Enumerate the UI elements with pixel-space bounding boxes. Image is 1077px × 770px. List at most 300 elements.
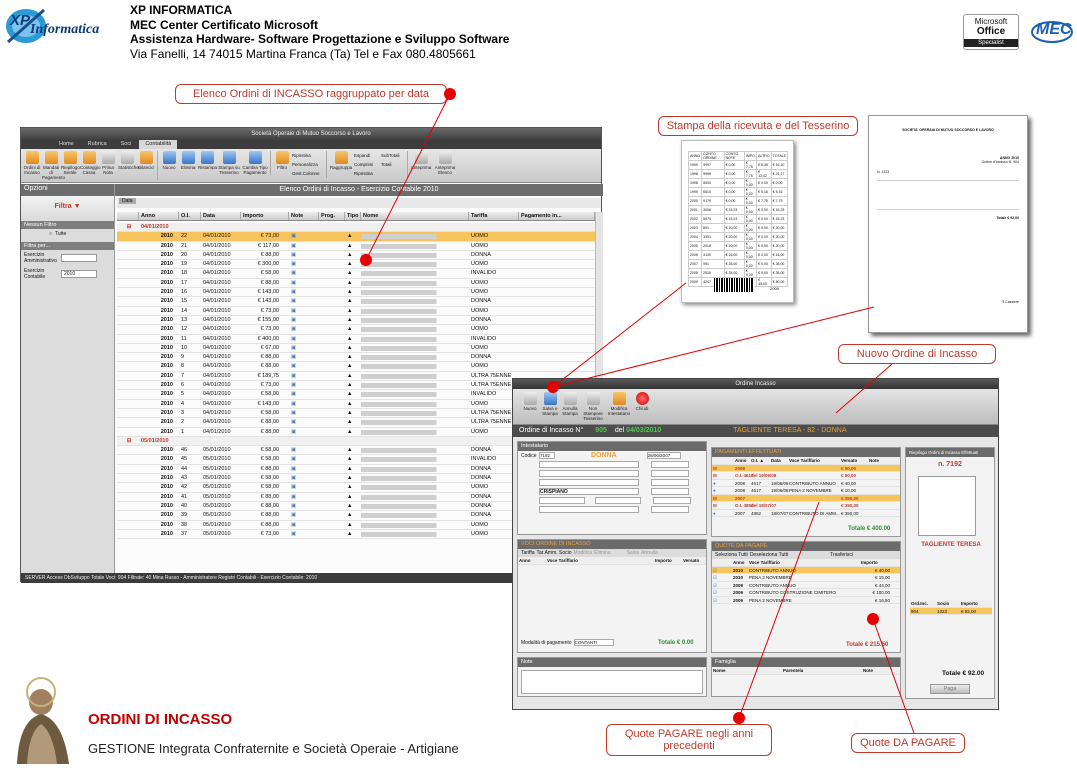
tipo-icon: ▲ [347, 391, 353, 398]
salva-stampa-button[interactable] [541, 392, 559, 421]
table-row[interactable] [117, 353, 595, 362]
pag-row[interactable] [712, 480, 900, 488]
cell-nome-blurred [361, 495, 469, 500]
ribbon-group-azioni [160, 151, 271, 175]
note-icon[interactable]: ▣ [291, 279, 297, 286]
note-icon[interactable]: ▣ [291, 456, 297, 463]
note-icon[interactable]: ▣ [291, 316, 297, 323]
col-tariffa[interactable]: Tariffa [469, 212, 519, 220]
note-icon[interactable]: ▣ [291, 502, 297, 509]
group-row[interactable] [117, 223, 595, 232]
table-row[interactable] [117, 232, 595, 241]
cell-importo: € 143,00 [257, 289, 279, 296]
pag-cell: 2008 [735, 480, 746, 486]
filtra-header[interactable] [21, 196, 114, 218]
table-row[interactable] [117, 260, 595, 269]
pag-row[interactable] [712, 495, 900, 503]
expand-icon[interactable]: ⊟ [126, 437, 132, 444]
cell-oi: 15 [181, 298, 188, 305]
cell-oi: 20 [181, 251, 188, 258]
quote-row[interactable] [712, 567, 900, 575]
preview-list-icon [439, 151, 452, 164]
ricevuta-row [689, 251, 788, 260]
note-icon[interactable]: ▣ [291, 326, 297, 333]
tel-field[interactable] [539, 497, 585, 504]
col-pagamento[interactable]: Pagamento in... [519, 212, 595, 220]
pag-cell: € 350,00 [841, 510, 859, 516]
pag-row[interactable] [712, 472, 900, 480]
tipo-icon: ▲ [347, 242, 353, 249]
quote-row[interactable] [712, 589, 900, 597]
cell-data: 04/01/2010 [203, 242, 231, 249]
trasferisci-button[interactable]: Trasferisci [830, 552, 854, 558]
tipo-icon: ▲ [347, 279, 353, 286]
quote-row[interactable] [712, 574, 900, 582]
cell-importo: € 189,75 [257, 372, 279, 379]
note-textarea[interactable] [521, 670, 703, 694]
cell-nome-blurred [361, 430, 469, 435]
group-by-area[interactable] [117, 198, 601, 208]
ricevuta-cell: € 0,00 [757, 206, 772, 215]
note-icon[interactable]: ▣ [291, 512, 297, 519]
stato-field[interactable] [539, 506, 639, 513]
ricevuta-cell: € 0,00 [757, 242, 772, 251]
radio-icon: ○ [49, 231, 53, 237]
cell-nome-blurred [361, 392, 469, 397]
col-tipo[interactable]: Tipo [345, 212, 361, 220]
row-indicator [117, 465, 139, 473]
cell-data: 04/01/2010 [203, 251, 231, 258]
row-indicator [117, 242, 139, 250]
ricevuta-cell: € 0,00 [757, 251, 772, 260]
note-icon[interactable]: ▣ [291, 270, 297, 277]
pag-cell: 4617 [751, 488, 762, 493]
riepilogo-button[interactable] [61, 151, 79, 180]
table-row[interactable] [117, 325, 595, 334]
tesserino-firma: Il Cassiere [1002, 300, 1019, 304]
modifica-intestatario-button[interactable] [607, 392, 631, 421]
payment-status-icon[interactable]: ● [713, 480, 716, 486]
indirizzo-field[interactable] [539, 479, 639, 486]
note-icon[interactable]: ▣ [291, 409, 297, 416]
pag-cell: CONTRIBUTO DI AMM... [789, 510, 840, 516]
row-indicator [117, 325, 139, 333]
cell-tariffa: INVALIDO [471, 335, 497, 342]
dlg-nuovo-button[interactable] [521, 392, 539, 421]
riep-importo: € 92,00 [961, 608, 977, 614]
modalita-select[interactable]: CONTANTI [574, 639, 614, 646]
tutte-radio[interactable] [21, 229, 114, 239]
voci-annulla-button[interactable]: Annulla [641, 550, 658, 556]
table-row[interactable] [117, 288, 595, 297]
ribbon-group-filtra [273, 151, 327, 178]
tab-home[interactable]: Home [59, 141, 74, 147]
table-row[interactable] [117, 251, 595, 260]
pag-cell: 2008 [735, 465, 746, 471]
cell-data: 04/01/2010 [203, 326, 231, 333]
tipo-icon: ▲ [347, 307, 353, 314]
riepilogo-header: Riepilogo Ordini di Incasso Effettuati [906, 448, 994, 457]
nome-field[interactable] [539, 461, 639, 468]
ricevuta-cell: € 5,16 [757, 188, 772, 197]
statistiche-button[interactable] [118, 151, 139, 180]
filtro-button[interactable] [273, 151, 291, 178]
cell-nome-blurred [361, 355, 469, 360]
row-indicator [117, 381, 139, 389]
indirizzo-aux-field[interactable] [651, 479, 689, 486]
note-icon[interactable]: ▣ [291, 251, 297, 258]
pag-col-anno: Anno [735, 458, 747, 463]
row-indicator [117, 288, 139, 296]
cell-tariffa: DONNA [471, 512, 491, 519]
table-row[interactable] [117, 316, 595, 325]
ricevuta-cell: € 7,75 [757, 197, 772, 206]
stato-aux-field[interactable] [651, 506, 689, 513]
cell-anno: 2010 [160, 447, 173, 454]
cell-anno: 2010 [160, 335, 173, 342]
ripristina-group-button[interactable]: Ripristina [354, 171, 373, 176]
pag-cell: PENA 2 NOVEMBRE [789, 488, 832, 493]
tipo-icon: ▲ [347, 289, 353, 296]
note-icon[interactable]: ▣ [291, 261, 297, 268]
cell-importo: € 88,00 [260, 493, 279, 500]
table-row[interactable] [117, 297, 595, 306]
tab-contabilita[interactable]: Contabilità [139, 140, 177, 149]
table-row[interactable] [117, 362, 595, 371]
cell-nome-blurred [361, 532, 469, 537]
quote-row[interactable] [712, 597, 900, 605]
note-icon[interactable]: ▣ [291, 335, 297, 342]
nuovo-button[interactable] [160, 151, 178, 175]
note-icon[interactable]: ▣ [291, 493, 297, 500]
cell-tariffa: DONNA [471, 502, 491, 509]
note-icon[interactable]: ▣ [291, 391, 297, 398]
nato-field[interactable] [539, 470, 639, 477]
ordini-incasso-button[interactable] [23, 151, 41, 180]
pag-columns [712, 457, 900, 465]
payment-status-icon[interactable]: ● [713, 488, 716, 493]
callout-quote-da-pagare-dot [867, 613, 879, 625]
checkbox-icon[interactable]: ☑ [713, 567, 718, 573]
checkbox-icon[interactable]: ☑ [713, 582, 718, 588]
cell-tariffa: DONNA [471, 298, 491, 305]
row-indicator [117, 455, 139, 463]
tipo-icon: ▲ [347, 502, 353, 509]
riep-row[interactable] [910, 608, 992, 616]
expand-icon[interactable]: ⊟ [713, 465, 717, 471]
callout-elenco: Elenco Ordini di INCASSO raggruppato per data [175, 84, 447, 104]
citta-aux-field[interactable] [651, 488, 689, 495]
col-data[interactable]: Data [201, 212, 241, 220]
raggruppa-button[interactable] [329, 151, 353, 178]
cell-importo: € 88,00 [260, 363, 279, 370]
ricevuta-cell: € 35,00 [724, 260, 744, 269]
cell-prog [319, 400, 345, 408]
cell-nome-blurred [361, 234, 469, 239]
callout-quote-anni: Quote PAGARE negli anni precedenti [606, 724, 772, 756]
note-icon[interactable]: ▣ [291, 372, 297, 379]
annulla-stampa-button[interactable] [561, 392, 579, 421]
tipo-icon: ▲ [347, 447, 353, 454]
fam-col-note: Note [863, 668, 873, 673]
cell-anno: 2010 [160, 475, 173, 482]
cell-anno: 2010 [160, 242, 173, 249]
company-name: XP INFORMATICA [130, 3, 233, 17]
espandi-button[interactable]: Espandi [354, 153, 371, 158]
cell-oi: 42 [181, 484, 188, 491]
esercizio-cont-select[interactable]: 2010 [61, 270, 97, 278]
pag-cell [770, 472, 788, 479]
callout-nuovo: Nuovo Ordine di Incasso [838, 344, 996, 364]
checkbox-icon[interactable]: ☑ [713, 597, 718, 603]
pag-cell: € 350,00 [841, 495, 859, 501]
note-icon[interactable]: ▣ [291, 242, 297, 249]
conteggio-button[interactable] [80, 151, 101, 180]
pag-cell [868, 465, 888, 472]
nome-aux-field[interactable] [651, 461, 689, 468]
note-icon[interactable]: ▣ [291, 382, 297, 389]
pag-cell [770, 502, 788, 509]
nato-aux-field[interactable] [651, 470, 689, 477]
esercizio-amm-select[interactable] [61, 254, 97, 262]
note-icon[interactable]: ▣ [291, 289, 297, 296]
cell-oi: 13 [181, 316, 188, 323]
riepilogo-icon [64, 151, 77, 164]
cell-data: 04/01/2010 [203, 372, 231, 379]
cell-nome-blurred [361, 374, 469, 379]
personalizza-button[interactable]: Personalizza [292, 162, 318, 167]
col-prog[interactable]: Prog. [319, 212, 345, 220]
ricevuta-cell: 1999 [689, 161, 702, 170]
cell-importo: € 155,00 [257, 316, 279, 323]
ristampa-label: Ristampa [198, 165, 218, 170]
col-anno[interactable]: Anno [139, 212, 179, 220]
modalita-row [518, 638, 617, 647]
cell-oi: 5 [181, 391, 185, 398]
pag-row[interactable] [712, 510, 900, 518]
data-iscrizione-field[interactable]: 28/06/2007 [647, 452, 681, 459]
cambia-tipo-button[interactable] [242, 151, 268, 175]
ricevuta-row [689, 206, 788, 215]
ricevuta-cell: 1998 [689, 170, 702, 179]
tipo-icon: ▲ [347, 484, 353, 491]
ristampa-button[interactable] [198, 151, 216, 175]
note-icon[interactable]: ▣ [291, 307, 297, 314]
note-icon[interactable]: ▣ [291, 233, 297, 240]
ricevuta-table [688, 151, 788, 287]
pag-row[interactable] [712, 465, 900, 473]
cell-importo: € 73,00 [260, 326, 279, 333]
stato-row [518, 505, 706, 514]
col-note[interactable]: Note [289, 212, 319, 220]
cell-nome-blurred [361, 364, 469, 369]
bilancio-button[interactable] [137, 151, 155, 180]
note-icon[interactable]: ▣ [291, 400, 297, 407]
callout-quote-da-pagare: Quote DA PAGARE [851, 733, 965, 753]
famiglia-panel [711, 657, 901, 697]
codice-field[interactable]: 7192 [539, 452, 555, 459]
voci-totale: Totale € 0.00 [658, 640, 694, 646]
note-icon[interactable]: ▣ [291, 298, 297, 305]
cell-prog [319, 251, 345, 259]
pag-cell: € 350,00 [841, 503, 859, 508]
voci-taramm-button[interactable]: Tar.Amm. Socio [536, 550, 572, 556]
tipo-socio: DONNA [591, 452, 617, 459]
cell-nome-blurred [361, 467, 469, 472]
cell-data: 04/01/2010 [203, 363, 231, 370]
deseleziona-tutti-button[interactable]: Deseleziona Tutti [749, 552, 789, 558]
note-icon[interactable]: ▣ [291, 465, 297, 472]
ricevuta-cell: € 8,35 [757, 161, 772, 170]
cell-oi: 10 [181, 344, 188, 351]
row-indicator [117, 521, 139, 529]
tel-aux-field[interactable] [653, 497, 691, 504]
voci-modifica-button[interactable]: Modifica [573, 550, 593, 556]
note-icon[interactable]: ▣ [291, 447, 297, 454]
tutte-label: Tutte [55, 231, 67, 237]
group-by-chip[interactable]: Data [119, 198, 136, 204]
funnel-icon [276, 151, 289, 164]
voci-salva-button[interactable]: Salva [626, 550, 640, 556]
gest-colonne-button[interactable]: Gest.Colonne [292, 171, 320, 176]
chiudi-button[interactable] [633, 392, 651, 421]
cell-nome-blurred [361, 476, 469, 481]
cell-anno: 2010 [160, 354, 173, 361]
voci-tariffa-button[interactable]: Tariffa [521, 550, 535, 556]
note-icon[interactable]: ▣ [291, 521, 297, 528]
dialog-title: Ordine Incasso [513, 379, 998, 389]
table-row[interactable] [117, 279, 595, 288]
prima-nota-button[interactable] [99, 151, 117, 180]
tipo-icon: ▲ [347, 344, 353, 351]
ripristina-filter-button[interactable]: Ripristina [292, 153, 311, 158]
paga-button[interactable]: Paga [930, 684, 970, 694]
riepilogo-numero: n. 7192 [938, 461, 962, 468]
col-nome[interactable]: Nome [361, 212, 469, 220]
non-stampare-button[interactable] [581, 392, 605, 421]
tipo-icon: ▲ [347, 493, 353, 500]
table-row[interactable] [117, 307, 595, 316]
tipo-icon: ▲ [347, 270, 353, 277]
cell-prog [319, 260, 345, 268]
quote-header: QUOTE DA PAGARE [712, 542, 900, 551]
cell-anno: 2010 [160, 372, 173, 379]
elimina-button[interactable] [179, 151, 197, 175]
tab-soci[interactable]: Soci [120, 141, 132, 147]
checkbox-icon[interactable]: ☑ [713, 590, 718, 595]
totali-button[interactable]: Totali [381, 162, 392, 167]
pag-row[interactable] [712, 487, 900, 495]
anteprima-button[interactable] [410, 151, 432, 175]
cell-tariffa: ULTRA 75ENNE [471, 372, 512, 379]
col-oi[interactable]: O.I. [179, 212, 201, 220]
mandati-button[interactable] [42, 151, 66, 180]
ricevuta-row [689, 170, 788, 179]
close-icon [636, 392, 649, 405]
socio-photo [918, 476, 976, 536]
pag-cell [868, 472, 888, 479]
tipo-icon: ▲ [347, 409, 353, 416]
voci-toolbar [518, 549, 706, 557]
tab-rubrica[interactable]: Rubrica [87, 141, 107, 147]
ricevuta-cell: € 15,23 [771, 206, 787, 215]
ricevuta-row [689, 179, 788, 188]
note-icon[interactable]: ▣ [291, 428, 297, 435]
table-row[interactable] [117, 344, 595, 353]
checkbox-icon[interactable]: ☑ [713, 575, 718, 580]
table-row[interactable] [117, 242, 595, 251]
pag-row[interactable] [712, 502, 900, 510]
expand-icon[interactable]: ⊟ [713, 473, 717, 478]
ricevuta-cell: 9179 [702, 197, 725, 206]
voci-elimina-button[interactable]: Elimina [594, 550, 611, 556]
note-icon[interactable]: ▣ [291, 363, 297, 370]
table-row[interactable] [117, 335, 595, 344]
note-icon[interactable]: ▣ [291, 419, 297, 426]
note-icon[interactable]: ▣ [291, 530, 297, 537]
note-icon[interactable]: ▣ [291, 484, 297, 491]
cell-nome-blurred [361, 281, 469, 286]
quote-cell: € 15,00 [874, 575, 890, 580]
cell-importo: € 73,00 [260, 307, 279, 314]
quote-cell: 2009 [733, 590, 744, 595]
quote-row[interactable] [712, 582, 900, 590]
order-bar [513, 425, 998, 437]
expand-icon[interactable]: ⊟ [713, 495, 717, 501]
expand-icon[interactable]: ⊟ [126, 224, 132, 230]
cell-field[interactable] [595, 497, 641, 504]
ricevuta-row [689, 197, 788, 206]
cell-importo: € 73,00 [260, 233, 279, 240]
stampa-tesserino-button[interactable] [217, 151, 241, 175]
note-icon[interactable]: ▣ [291, 475, 297, 482]
ribbon-group-raggruppa [329, 151, 408, 178]
seleziona-tutti-button[interactable]: Seleziona Tutti [715, 552, 748, 558]
cell-tariffa: DONNA [471, 447, 491, 454]
ricevuta-cell: € 16,10 [771, 161, 787, 170]
riep-totale: Totale € 92.00 [942, 670, 985, 677]
comprimi-button[interactable]: Comprimi [354, 162, 374, 167]
cell-prog [319, 353, 345, 361]
note-icon[interactable]: ▣ [291, 354, 297, 361]
quote-cell: € 100,00 [872, 590, 890, 595]
col-importo[interactable]: Importo [241, 212, 289, 220]
row-indicator [117, 418, 139, 426]
note-icon[interactable]: ▣ [291, 344, 297, 351]
ricevuta-cell: € 0,00 [724, 179, 744, 188]
app-titlebar: Società Operaie di Mutuo Soccorso e Lavoro [21, 128, 601, 140]
ricevuta-cell: € 20,00 [724, 233, 744, 242]
anteprima-elenco-button[interactable] [433, 151, 457, 175]
row-indicator [117, 400, 139, 408]
expand-icon[interactable]: ⊟ [713, 503, 717, 508]
pag-col-versato: Versato [841, 458, 858, 463]
cell-data: 04/01/2010 [203, 428, 231, 435]
citta-field[interactable]: CRISPIANO [539, 488, 639, 495]
cell-anno: 2010 [160, 363, 173, 370]
row-indicator [117, 232, 139, 240]
cell-prog [319, 297, 345, 305]
table-row[interactable] [117, 269, 595, 278]
tesserino-title: SOCIETA' OPERAIA DI MUTUO SOCCORSO E LAVORO [902, 128, 994, 132]
subtotali-button[interactable]: SubTotali [381, 153, 400, 158]
payment-status-icon[interactable]: ● [713, 510, 716, 516]
cell-oi: 18 [181, 270, 188, 277]
cell-nome-blurred [361, 402, 469, 407]
riep-socio: 1323 [937, 608, 948, 614]
quote-cell: CONTRIBUTO ANNUO [749, 582, 796, 588]
ricevuta-cell: € 0,00 [744, 224, 756, 233]
